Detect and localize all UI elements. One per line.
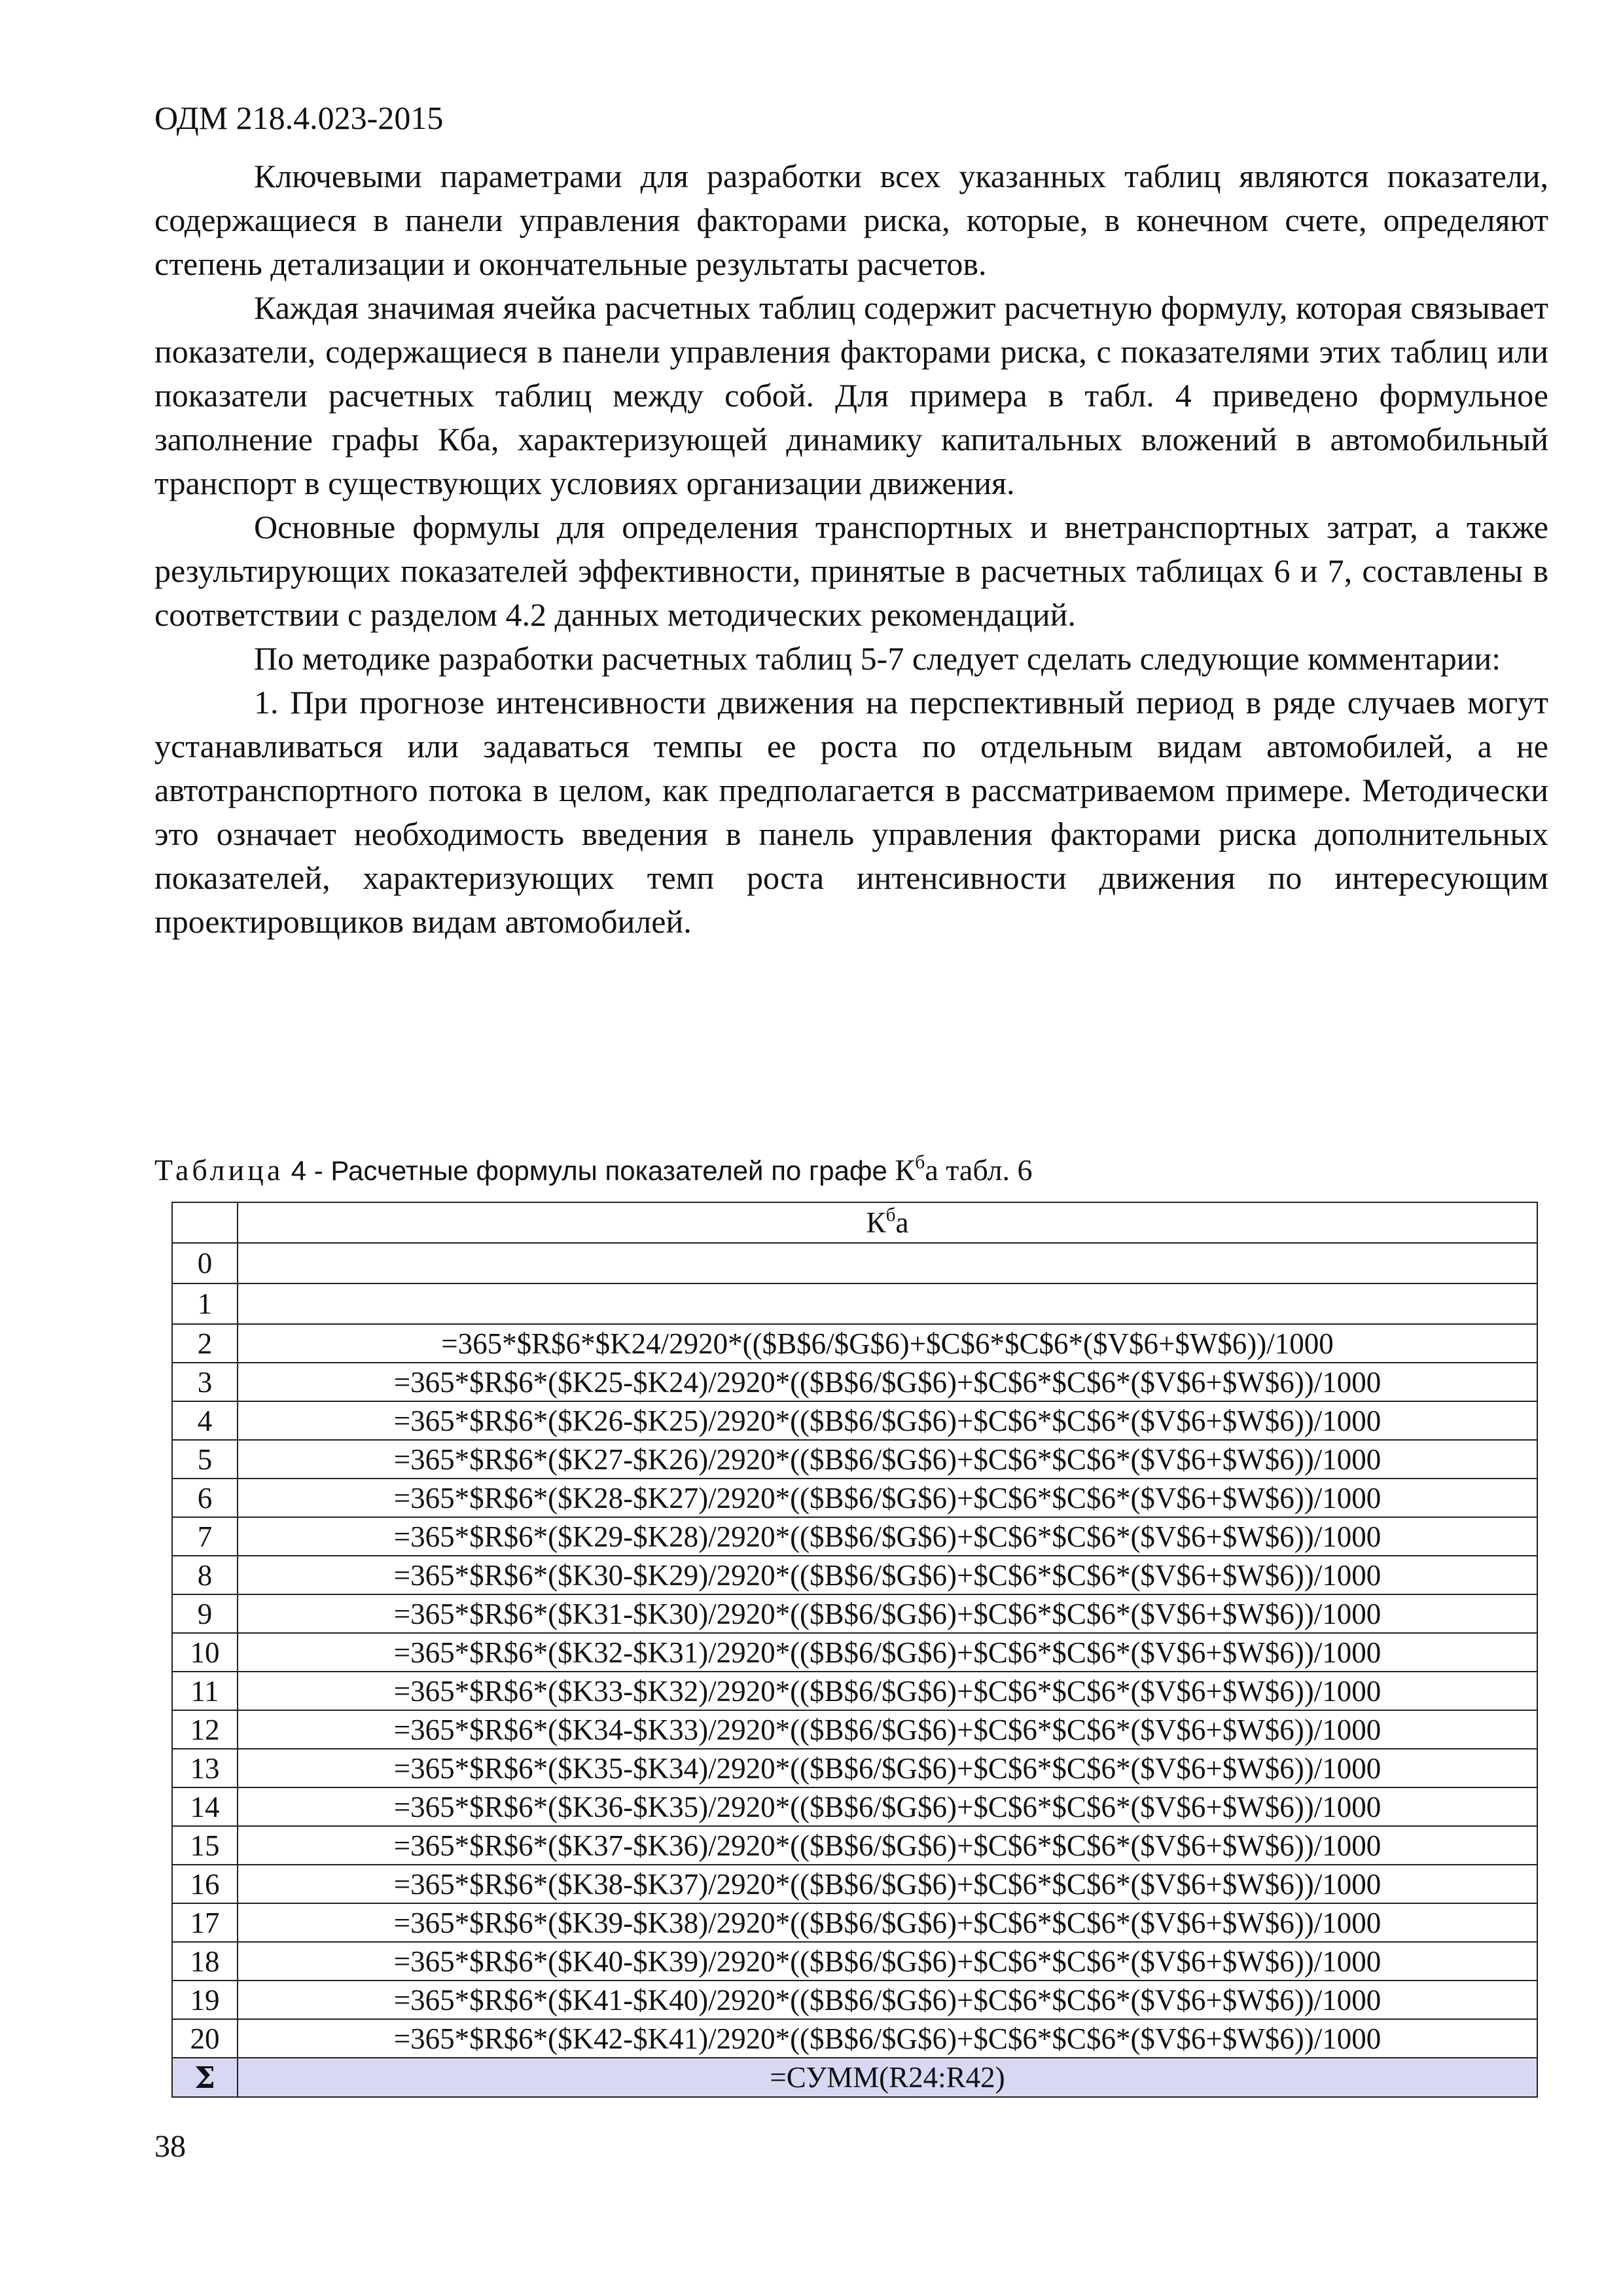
table-row [172,1710,1537,1749]
table-header-row [172,1202,1537,1243]
formula-cell: =365*$R$6*($K31-$K30)/2920*(($B$6/$G$6)+$C$6*$C$6*($V$6+$W$6))/1000 [238,1594,1537,1633]
table-caption [154,1152,1033,1189]
formula-cell: =365*$R$6*($K35-$K34)/2920*(($B$6/$G$6)+$C$6*$C$6*($V$6+$W$6))/1000 [238,1749,1537,1787]
row-number: 5 [172,1440,238,1479]
formula-cell: =365*$R$6*($K37-$K36)/2920*(($B$6/$G$6)+$C$6*$C$6*($V$6+$W$6))/1000 [238,1826,1537,1865]
sum-symbol: Σ [172,2058,238,2097]
table-row [172,1440,1537,1479]
table-row [172,1633,1537,1672]
paragraph-5: 1. При прогнозе интенсивности движения на перспективный период в ряде случаев могут устанавливаться или задаваться темпы ее роста по отдельным видам автомобилей, а не автотранспортного потока в целом, как предполагается в рассматриваемом примере. Методически это означает необходимость введения в панель управления факторами риска дополнительных показателей, характеризующих темп роста интенсивности движения по интересующим проектировщиков видам автомобилей. [154,684,1548,940]
paragraph-4: По методике разработки расчетных таблиц 5-7 следует сделать следующие комментарии: [254,640,1501,677]
row-number: 15 [172,1826,238,1865]
table-row [172,1903,1537,1942]
row-number: 8 [172,1556,238,1594]
column-header-k: К [866,1206,886,1239]
row-number: 17 [172,1903,238,1942]
row-number: 4 [172,1401,238,1440]
formula-cell: =365*$R$6*($K33-$K32)/2920*(($B$6/$G$6)+$C$6*$C$6*($V$6+$W$6))/1000 [238,1672,1537,1710]
column-header-sup: б [885,1204,896,1226]
row-number: 7 [172,1517,238,1556]
table-row [172,1865,1537,1903]
table-row [172,1324,1537,1363]
table-caption-tail: а табл. 6 [925,1153,1033,1187]
row-number: 10 [172,1633,238,1672]
formula-cell: =365*$R$6*($K42-$K41)/2920*(($B$6/$G$6)+$C$6*$C$6*($V$6+$W$6))/1000 [238,2019,1537,2058]
total-formula: =СУММ(R24:R42) [238,2058,1537,2097]
formula-cell: =365*$R$6*($K34-$K33)/2920*(($B$6/$G$6)+$C$6*$C$6*($V$6+$W$6))/1000 [238,1710,1537,1749]
row-number: 14 [172,1787,238,1826]
paragraph-3: Основные формулы для определения транспортных и внетранспортных затрат, а также результирующих показателей эффективности, принятые в расчетных таблицах 6 и 7, составлены в соответствии с разделом 4.2 данных методических рекомендаций. [154,509,1548,633]
column-header-kba [238,1202,1537,1243]
formula-cell [238,1283,1537,1324]
row-number: 13 [172,1749,238,1787]
paragraph-2: Каждая значимая ячейка расчетных таблиц содержит расчетную формулу, которая связывает показатели, содержащиеся в панели управления факторами риска, с показателями этих таблиц или показатели расчетных таблиц между собой. Для примера в табл. 4 приведено формульное заполнение графы Кба, характеризующей динамику капитальных вложений в автомобильный транспорт в существующих условиях организации движения. [154,289,1548,501]
formula-cell: =365*$R$6*($K26-$K25)/2920*(($B$6/$G$6)+$C$6*$C$6*($V$6+$W$6))/1000 [238,1401,1537,1440]
body-text [154,154,1548,944]
row-number: 9 [172,1594,238,1633]
row-number: 18 [172,1942,238,1981]
table-caption-k: К [895,1153,916,1187]
row-number: 19 [172,1981,238,2019]
table-caption-sup: б [915,1151,925,1174]
row-number: 16 [172,1865,238,1903]
row-number-header [172,1202,238,1243]
formula-cell: =365*$R$6*($K39-$K38)/2920*(($B$6/$G$6)+$C$6*$C$6*($V$6+$W$6))/1000 [238,1903,1537,1942]
formula-cell: =365*$R$6*($K30-$K29)/2920*(($B$6/$G$6)+$C$6*$C$6*($V$6+$W$6))/1000 [238,1556,1537,1594]
table-row [172,1787,1537,1826]
formula-cell: =365*$R$6*($K28-$K27)/2920*(($B$6/$G$6)+$C$6*$C$6*($V$6+$W$6))/1000 [238,1479,1537,1517]
table-row [172,1283,1537,1324]
table-caption-word: Таблица [154,1153,284,1187]
table-row [172,1942,1537,1981]
table-caption-text: 4 - Расчетные формулы показателей по графе [291,1155,887,1186]
formula-cell: =365*$R$6*($K29-$K28)/2920*(($B$6/$G$6)+$C$6*$C$6*($V$6+$W$6))/1000 [238,1517,1537,1556]
page-number: 38 [154,2129,186,2164]
table-row [172,1594,1537,1633]
formula-cell: =365*$R$6*($K41-$K40)/2920*(($B$6/$G$6)+$C$6*$C$6*($V$6+$W$6))/1000 [238,1981,1537,2019]
table-row [172,2019,1537,2058]
row-number: 1 [172,1283,238,1324]
row-number: 0 [172,1243,238,1283]
row-number: 12 [172,1710,238,1749]
formula-cell: =365*$R$6*($K27-$K26)/2920*(($B$6/$G$6)+$C$6*$C$6*($V$6+$W$6))/1000 [238,1440,1537,1479]
document-code: ОДМ 218.4.023-2015 [154,99,444,136]
table-row [172,1826,1537,1865]
formulas-table [171,1202,1538,2098]
formula-cell: =365*$R$6*($K25-$K24)/2920*(($B$6/$G$6)+$C$6*$C$6*($V$6+$W$6))/1000 [238,1363,1537,1401]
table-row [172,1363,1537,1401]
row-number: 2 [172,1324,238,1363]
column-header-tail: а [895,1206,909,1239]
table-row [172,1517,1537,1556]
table-row [172,1749,1537,1787]
table-body [172,1243,1537,2058]
row-number: 3 [172,1363,238,1401]
table-row [172,1556,1537,1594]
table-row [172,1981,1537,2019]
paragraph-1: Ключевыми параметрами для разработки всех указанных таблиц являются показатели, содержащиеся в панели управления факторами риска, которые, в конечном счете, определяют степень детализации и окончательные результаты расчетов. [154,158,1548,282]
formula-cell: =365*$R$6*($K32-$K31)/2920*(($B$6/$G$6)+$C$6*$C$6*($V$6+$W$6))/1000 [238,1633,1537,1672]
formula-cell: =365*$R$6*$K24/2920*(($B$6/$G$6)+$C$6*$C$6*($V$6+$W$6))/1000 [238,1324,1537,1363]
table-row [172,1401,1537,1440]
row-number: 20 [172,2019,238,2058]
formula-cell [238,1243,1537,1283]
table-row [172,1672,1537,1710]
total-row [172,2058,1537,2097]
row-number: 6 [172,1479,238,1517]
table-row [172,1243,1537,1283]
formula-cell: =365*$R$6*($K36-$K35)/2920*(($B$6/$G$6)+$C$6*$C$6*($V$6+$W$6))/1000 [238,1787,1537,1826]
formula-cell: =365*$R$6*($K38-$K37)/2920*(($B$6/$G$6)+$C$6*$C$6*($V$6+$W$6))/1000 [238,1865,1537,1903]
table-row [172,1479,1537,1517]
row-number: 11 [172,1672,238,1710]
formula-cell: =365*$R$6*($K40-$K39)/2920*(($B$6/$G$6)+$C$6*$C$6*($V$6+$W$6))/1000 [238,1942,1537,1981]
